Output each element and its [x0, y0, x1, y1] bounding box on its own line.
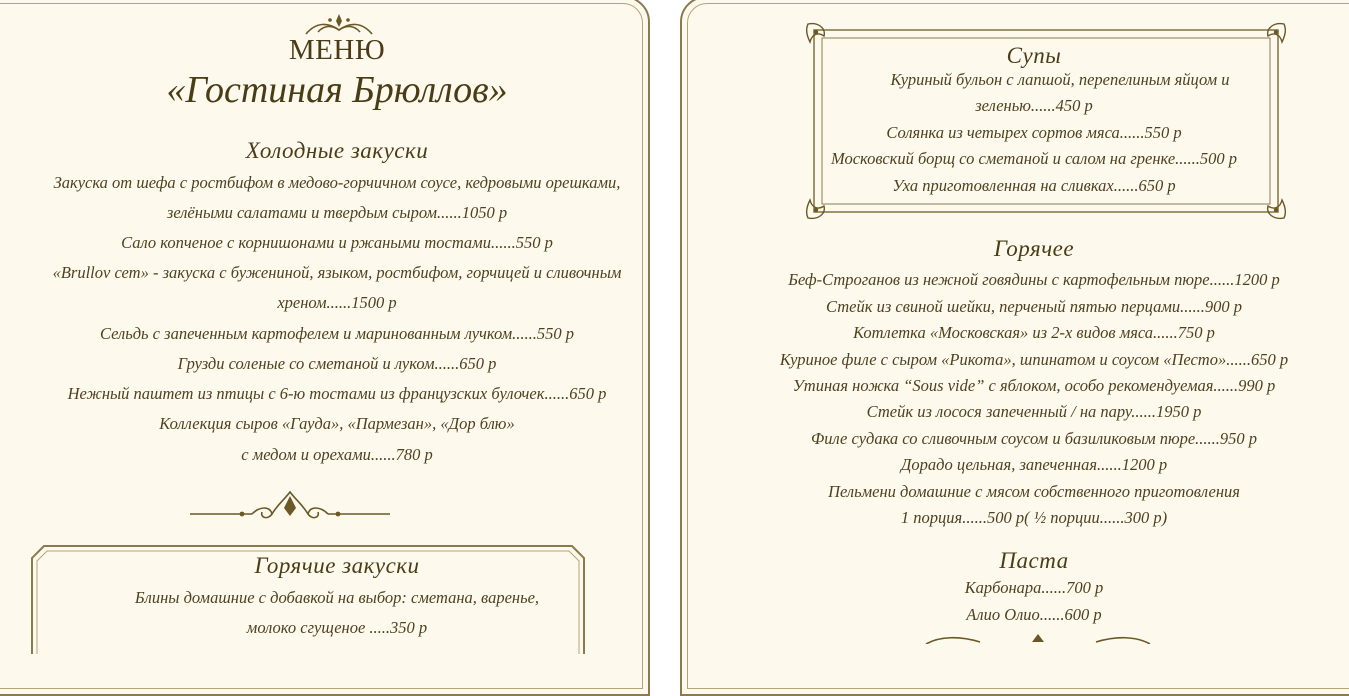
- cold-snacks-heading: Холодные закуски: [245, 138, 429, 163]
- menu-item-line: Коллекция сыров «Гауда», «Пармезан», «Дор блю»: [159, 414, 515, 433]
- hot-dishes-heading: Горячее: [993, 236, 1075, 261]
- menu-item-line: Пельмени домашние с мясом собственного приготовления: [828, 482, 1240, 501]
- menu-item-line: Беф-Строганов из нежной говядины с картофельным пюре......1200 р: [788, 270, 1280, 289]
- menu-item-line: Дорадо цельная, запеченная......1200 р: [900, 455, 1168, 474]
- menu-title: МЕНЮ: [288, 34, 386, 66]
- menu-item-line: Грузди соленые со сметаной и луком......650 р: [177, 354, 497, 373]
- menu-item-line: Московский борщ со сметаной и салом на гренке......500 р: [830, 149, 1238, 168]
- menu-item-line: Котлетка «Московская» из 2-х видов мяса......750 р: [853, 323, 1215, 342]
- menu-item-line: молоко сгущеное .....350 р: [246, 618, 428, 637]
- menu-item-line: хреном......1500 р: [277, 293, 397, 312]
- menu-item-line: зелёными салатами и твердым сыром......1050 р: [166, 203, 508, 222]
- pasta-heading: Паста: [999, 548, 1069, 573]
- menu-item-line: Куриное филе с сыром «Рикота», шпинатом и соусом «Песто»......650 р: [779, 350, 1289, 369]
- menu-item-line: Утиная ножка “Sous vide” с яблоком, особо рекомендуемая......990 р: [792, 376, 1276, 395]
- menu-item-line: Сельдь с запеченным картофелем и маринованным лучком......550 р: [99, 324, 575, 343]
- menu-item-line: Уха приготовленная на сливках......650 р: [892, 176, 1176, 195]
- menu-item-line: Алио Олио......600 р: [966, 605, 1102, 624]
- menu-item-line: Стейк из свиной шейки, перченый пятью перцами......900 р: [826, 297, 1242, 316]
- restaurant-name: «Гостиная Брюллов»: [166, 69, 508, 111]
- menu-item-line: с медом и орехами......780 р: [241, 445, 433, 464]
- hot-snacks-heading: Горячие закуски: [254, 553, 420, 578]
- menu-item-line: Куриный бульон с лапшой, перепелиным яйцом и: [890, 70, 1230, 89]
- menu-item-line: Сало копченое с корнишонами и ржаными тостами......550 р: [121, 233, 553, 252]
- menu-item-line: зеленью......450 р: [975, 96, 1093, 115]
- menu-item-line: «Brullov сет» - закуска с бужениной, языком, ростбифом, горчицей и сливочным: [52, 263, 622, 282]
- menu-item-line: Солянка из четырех сортов мяса......550 р: [886, 123, 1182, 142]
- bottom-ornament-icon: [920, 632, 1156, 644]
- menu-item-line: Филе судака со сливочным соусом и базиликовым пюре......950 р: [810, 429, 1258, 448]
- menu-item-line: Нежный паштет из птицы с 6-ю тостами из французских булочек......650 р: [67, 384, 607, 403]
- menu-item-line: Стейк из лосося запеченный / на пару......1950 р: [866, 402, 1202, 421]
- menu-item-line: Закуска от шефа с ростбифом в медово-горчичном соусе, кедровыми орешками,: [53, 173, 621, 192]
- flourish-divider-icon: [190, 486, 390, 522]
- soups-heading: Супы: [1006, 43, 1062, 68]
- menu-item-line: Карбонара......700 р: [964, 578, 1104, 597]
- right-page-content: [680, 0, 1349, 644]
- left-page-content: [0, 0, 674, 644]
- menu-item-line: Блины домашние с добавкой на выбор: сметана, варенье,: [134, 588, 540, 607]
- menu-item-line: 1 порция......500 р( ½ порции......300 р): [900, 508, 1168, 527]
- crown-ornament-icon: [302, 12, 376, 36]
